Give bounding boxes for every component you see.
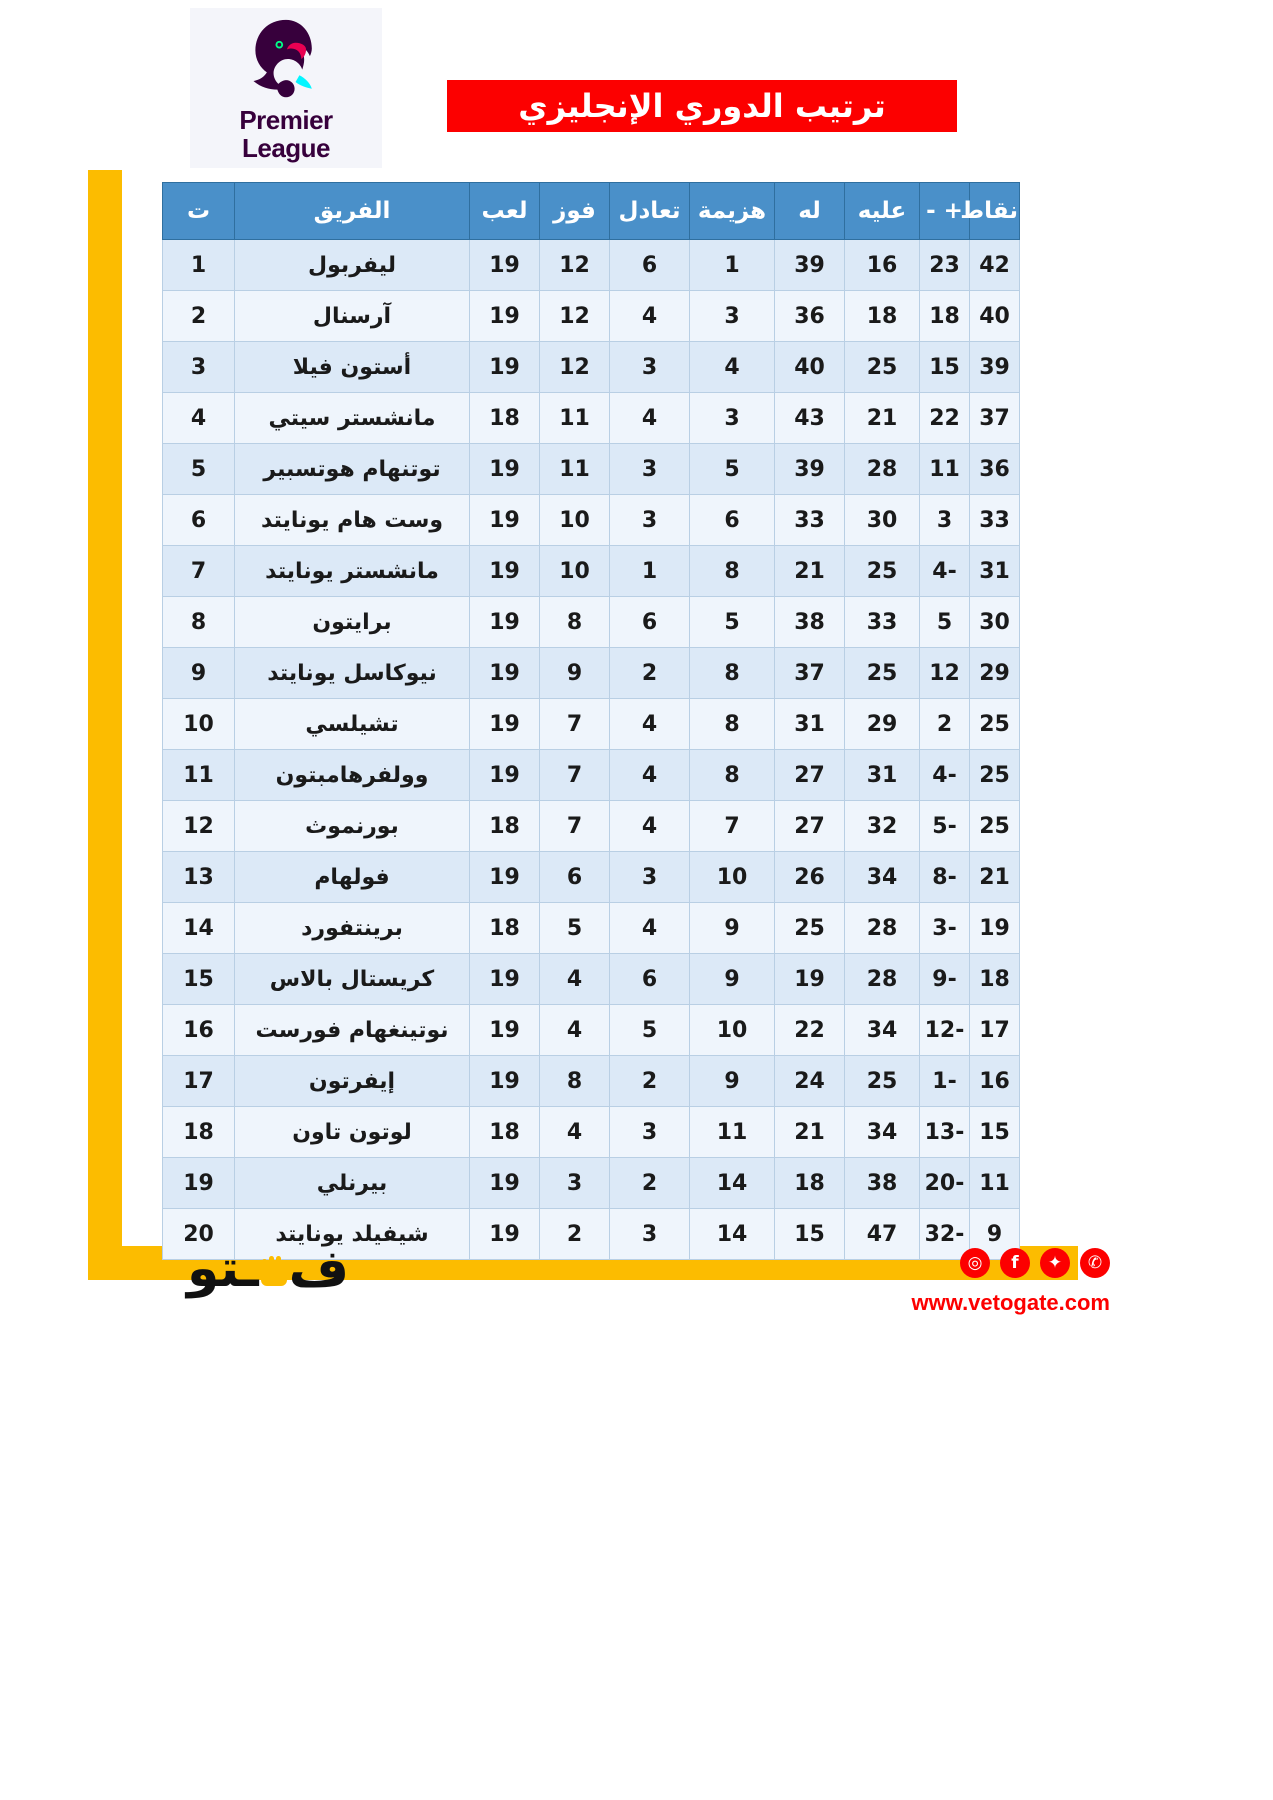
- logo-word-line1: Premier: [239, 105, 333, 135]
- table-row: [163, 546, 1020, 597]
- cell-points: 16: [970, 1056, 1020, 1107]
- cell-draws: 2: [610, 1056, 690, 1107]
- cell-goals-for: 33: [775, 495, 845, 546]
- table-row: [163, 903, 1020, 954]
- cell-points: 42: [970, 240, 1020, 291]
- cell-team: توتنهام هوتسبير: [235, 444, 470, 495]
- cell-team: نوتينغهام فورست: [235, 1005, 470, 1056]
- cell-wins: 7: [540, 750, 610, 801]
- cell-wins: 8: [540, 1056, 610, 1107]
- cell-played: 19: [470, 699, 540, 750]
- cell-wins: 2: [540, 1209, 610, 1260]
- cell-goals-against: 28: [845, 903, 920, 954]
- table-row: [163, 495, 1020, 546]
- cell-goals-for: 15: [775, 1209, 845, 1260]
- cell-goals-for: 39: [775, 240, 845, 291]
- whatsapp-icon[interactable]: ✆: [1080, 1248, 1110, 1278]
- veto-brand-logo: [168, 1238, 368, 1300]
- cell-rank: 13: [163, 852, 235, 903]
- cell-goals-for: 31: [775, 699, 845, 750]
- facebook-icon[interactable]: f: [1000, 1248, 1030, 1278]
- cell-points: 19: [970, 903, 1020, 954]
- cell-played: 19: [470, 1209, 540, 1260]
- cell-draws: 6: [610, 954, 690, 1005]
- column-header-losses: هزيمة: [690, 183, 775, 240]
- cell-team: برينتفورد: [235, 903, 470, 954]
- cell-rank: 19: [163, 1158, 235, 1209]
- cell-played: 18: [470, 393, 540, 444]
- cell-goals-against: 31: [845, 750, 920, 801]
- premier-league-logo: [190, 8, 382, 168]
- cell-wins: 5: [540, 903, 610, 954]
- cell-goals-against: 34: [845, 1107, 920, 1158]
- cell-rank: 3: [163, 342, 235, 393]
- table-row: [163, 648, 1020, 699]
- table-row: [163, 801, 1020, 852]
- cell-played: 19: [470, 1005, 540, 1056]
- website-url[interactable]: www.vetogate.com: [911, 1290, 1110, 1315]
- column-header-wins: فوز: [540, 183, 610, 240]
- cell-losses: 8: [690, 546, 775, 597]
- cell-team: أستون فيلا: [235, 342, 470, 393]
- cell-team: تشيلسي: [235, 699, 470, 750]
- cell-goals-against: 32: [845, 801, 920, 852]
- cell-rank: 10: [163, 699, 235, 750]
- cell-goals-against: 30: [845, 495, 920, 546]
- logo-word-line2: League: [241, 133, 331, 163]
- cell-rank: 15: [163, 954, 235, 1005]
- cell-points: 25: [970, 801, 1020, 852]
- cell-wins: 8: [540, 597, 610, 648]
- cell-wins: 10: [540, 546, 610, 597]
- cell-draws: 3: [610, 852, 690, 903]
- standings-table-container: [163, 182, 1020, 1260]
- cell-goals-against: 25: [845, 648, 920, 699]
- cell-goal-diff: 12: [920, 648, 970, 699]
- column-header-rank: ت: [163, 183, 235, 240]
- cell-rank: 7: [163, 546, 235, 597]
- social-links[interactable]: [960, 1248, 1110, 1278]
- cell-team: كريستال بالاس: [235, 954, 470, 1005]
- cell-played: 19: [470, 342, 540, 393]
- cell-goals-against: 28: [845, 954, 920, 1005]
- cell-goal-diff: 11: [920, 444, 970, 495]
- cell-wins: 11: [540, 444, 610, 495]
- cell-team: إيفرتون: [235, 1056, 470, 1107]
- table-row: [163, 954, 1020, 1005]
- veto-brand-text-right: ف: [288, 1239, 350, 1299]
- cell-goals-against: 34: [845, 1005, 920, 1056]
- table-row: [163, 342, 1020, 393]
- cell-losses: 14: [690, 1209, 775, 1260]
- cell-team: مانشستر يونايتد: [235, 546, 470, 597]
- cell-goal-diff: -13: [920, 1107, 970, 1158]
- cell-played: 19: [470, 1158, 540, 1209]
- cell-goals-against: 25: [845, 546, 920, 597]
- cell-wins: 3: [540, 1158, 610, 1209]
- cell-team: بورنموث: [235, 801, 470, 852]
- cell-losses: 10: [690, 852, 775, 903]
- cell-wins: 4: [540, 954, 610, 1005]
- cell-goals-for: 38: [775, 597, 845, 648]
- cell-played: 18: [470, 801, 540, 852]
- table-row: [163, 597, 1020, 648]
- cell-draws: 4: [610, 699, 690, 750]
- cell-goals-for: 25: [775, 903, 845, 954]
- cell-draws: 3: [610, 1107, 690, 1158]
- cell-played: 19: [470, 546, 540, 597]
- table-row: [163, 1107, 1020, 1158]
- cell-goal-diff: -4: [920, 546, 970, 597]
- cell-team: وولفرهامبتون: [235, 750, 470, 801]
- cell-goals-for: 21: [775, 1107, 845, 1158]
- cell-team: بيرنلي: [235, 1158, 470, 1209]
- column-header-goals-against: عليه: [845, 183, 920, 240]
- cell-goals-for: 40: [775, 342, 845, 393]
- cell-goals-for: 26: [775, 852, 845, 903]
- cell-points: 37: [970, 393, 1020, 444]
- cell-played: 19: [470, 954, 540, 1005]
- cell-goals-for: 24: [775, 1056, 845, 1107]
- cell-played: 19: [470, 444, 540, 495]
- cell-rank: 8: [163, 597, 235, 648]
- cell-team: آرسنال: [235, 291, 470, 342]
- column-header-played: لعب: [470, 183, 540, 240]
- table-row: [163, 444, 1020, 495]
- cell-losses: 8: [690, 648, 775, 699]
- cell-goals-for: 22: [775, 1005, 845, 1056]
- cell-wins: 12: [540, 291, 610, 342]
- cell-losses: 5: [690, 444, 775, 495]
- cell-played: 19: [470, 240, 540, 291]
- cell-losses: 14: [690, 1158, 775, 1209]
- cell-goal-diff: 15: [920, 342, 970, 393]
- cell-points: 36: [970, 444, 1020, 495]
- cell-goal-diff: 18: [920, 291, 970, 342]
- cell-losses: 1: [690, 240, 775, 291]
- cell-draws: 3: [610, 1209, 690, 1260]
- cell-goals-against: 29: [845, 699, 920, 750]
- cell-losses: 4: [690, 342, 775, 393]
- cell-losses: 7: [690, 801, 775, 852]
- cell-draws: 4: [610, 750, 690, 801]
- cell-team: برايتون: [235, 597, 470, 648]
- cell-losses: 8: [690, 750, 775, 801]
- page-title: ترتيب الدوري الإنجليزي: [518, 87, 886, 125]
- cell-team: لوتون تاون: [235, 1107, 470, 1158]
- cell-goal-diff: -12: [920, 1005, 970, 1056]
- cell-draws: 6: [610, 240, 690, 291]
- cell-goal-diff: -9: [920, 954, 970, 1005]
- hand-icon: [261, 1252, 287, 1286]
- table-row: [163, 750, 1020, 801]
- premier-league-lion-icon: [238, 16, 334, 104]
- cell-goals-for: 39: [775, 444, 845, 495]
- cell-draws: 2: [610, 1158, 690, 1209]
- cell-points: 25: [970, 699, 1020, 750]
- cell-goals-for: 19: [775, 954, 845, 1005]
- cell-played: 19: [470, 648, 540, 699]
- cell-played: 19: [470, 750, 540, 801]
- table-row: [163, 699, 1020, 750]
- cell-rank: 1: [163, 240, 235, 291]
- cell-rank: 6: [163, 495, 235, 546]
- cell-team: نيوكاسل يونايتد: [235, 648, 470, 699]
- cell-goal-diff: -8: [920, 852, 970, 903]
- cell-losses: 5: [690, 597, 775, 648]
- cell-points: 21: [970, 852, 1020, 903]
- cell-rank: 18: [163, 1107, 235, 1158]
- cell-goals-against: 25: [845, 1056, 920, 1107]
- cell-goal-diff: -32: [920, 1209, 970, 1260]
- table-row: [163, 291, 1020, 342]
- cell-draws: 4: [610, 393, 690, 444]
- cell-losses: 10: [690, 1005, 775, 1056]
- cell-goal-diff: -4: [920, 750, 970, 801]
- cell-goals-against: 18: [845, 291, 920, 342]
- cell-goals-against: 21: [845, 393, 920, 444]
- cell-goals-against: 34: [845, 852, 920, 903]
- cell-points: 33: [970, 495, 1020, 546]
- cell-rank: 5: [163, 444, 235, 495]
- cell-rank: 14: [163, 903, 235, 954]
- cell-team: شيفيلد يونايتد: [235, 1209, 470, 1260]
- column-header-goal-diff: + -: [920, 183, 970, 240]
- cell-wins: 10: [540, 495, 610, 546]
- cell-losses: 9: [690, 903, 775, 954]
- cell-team: وست هام يونايتد: [235, 495, 470, 546]
- decorative-vertical-bar: [88, 170, 122, 1280]
- cell-rank: 20: [163, 1209, 235, 1260]
- cell-points: 31: [970, 546, 1020, 597]
- cell-goals-against: 28: [845, 444, 920, 495]
- table-row: [163, 1158, 1020, 1209]
- cell-rank: 9: [163, 648, 235, 699]
- cell-points: 15: [970, 1107, 1020, 1158]
- page-title-banner: [447, 80, 957, 132]
- table-header-row: [163, 183, 1020, 240]
- cell-goals-against: 38: [845, 1158, 920, 1209]
- column-header-draws: تعادل: [610, 183, 690, 240]
- cell-played: 19: [470, 495, 540, 546]
- cell-draws: 2: [610, 648, 690, 699]
- cell-draws: 3: [610, 342, 690, 393]
- cell-goal-diff: 23: [920, 240, 970, 291]
- cell-points: 29: [970, 648, 1020, 699]
- cell-points: 18: [970, 954, 1020, 1005]
- cell-played: 19: [470, 1056, 540, 1107]
- cell-draws: 1: [610, 546, 690, 597]
- cell-wins: 9: [540, 648, 610, 699]
- twitter-icon[interactable]: ✦: [1040, 1248, 1070, 1278]
- cell-draws: 4: [610, 291, 690, 342]
- cell-wins: 6: [540, 852, 610, 903]
- cell-goal-diff: 5: [920, 597, 970, 648]
- cell-wins: 12: [540, 240, 610, 291]
- cell-goals-against: 25: [845, 342, 920, 393]
- cell-team: مانشستر سيتي: [235, 393, 470, 444]
- cell-goal-diff: -5: [920, 801, 970, 852]
- cell-goals-for: 36: [775, 291, 845, 342]
- cell-goals-for: 21: [775, 546, 845, 597]
- cell-losses: 8: [690, 699, 775, 750]
- cell-rank: 17: [163, 1056, 235, 1107]
- cell-goals-for: 18: [775, 1158, 845, 1209]
- cell-rank: 11: [163, 750, 235, 801]
- cell-draws: 5: [610, 1005, 690, 1056]
- cell-played: 19: [470, 852, 540, 903]
- table-row: [163, 240, 1020, 291]
- cell-losses: 9: [690, 1056, 775, 1107]
- cell-goals-for: 27: [775, 801, 845, 852]
- cell-goal-diff: -3: [920, 903, 970, 954]
- cell-draws: 6: [610, 597, 690, 648]
- cell-losses: 6: [690, 495, 775, 546]
- cell-goal-diff: 2: [920, 699, 970, 750]
- cell-rank: 4: [163, 393, 235, 444]
- cell-goals-against: 47: [845, 1209, 920, 1260]
- cell-rank: 2: [163, 291, 235, 342]
- cell-losses: 11: [690, 1107, 775, 1158]
- cell-points: 25: [970, 750, 1020, 801]
- cell-goal-diff: 3: [920, 495, 970, 546]
- cell-goal-diff: -20: [920, 1158, 970, 1209]
- cell-goal-diff: 22: [920, 393, 970, 444]
- cell-team: ليفربول: [235, 240, 470, 291]
- table-row: [163, 393, 1020, 444]
- column-header-goals-for: له: [775, 183, 845, 240]
- cell-draws: 4: [610, 801, 690, 852]
- standings-table: [162, 182, 1020, 1260]
- table-row: [163, 1005, 1020, 1056]
- cell-draws: 3: [610, 495, 690, 546]
- cell-points: 40: [970, 291, 1020, 342]
- premier-league-wordmark: [239, 106, 332, 162]
- cell-wins: 4: [540, 1107, 610, 1158]
- cell-team: فولهام: [235, 852, 470, 903]
- cell-points: 9: [970, 1209, 1020, 1260]
- cell-losses: 9: [690, 954, 775, 1005]
- cell-rank: 12: [163, 801, 235, 852]
- cell-played: 19: [470, 291, 540, 342]
- cell-points: 11: [970, 1158, 1020, 1209]
- column-header-team: الفريق: [235, 183, 470, 240]
- cell-goal-diff: -1: [920, 1056, 970, 1107]
- cell-wins: 7: [540, 699, 610, 750]
- column-header-points: نقاط: [970, 183, 1020, 240]
- cell-goals-against: 16: [845, 240, 920, 291]
- cell-losses: 3: [690, 393, 775, 444]
- cell-wins: 7: [540, 801, 610, 852]
- cell-played: 18: [470, 1107, 540, 1158]
- cell-goals-for: 37: [775, 648, 845, 699]
- cell-goals-against: 33: [845, 597, 920, 648]
- table-row: [163, 1056, 1020, 1107]
- cell-points: 39: [970, 342, 1020, 393]
- cell-points: 30: [970, 597, 1020, 648]
- cell-draws: 4: [610, 903, 690, 954]
- cell-wins: 11: [540, 393, 610, 444]
- cell-draws: 3: [610, 444, 690, 495]
- page-header: [0, 0, 1273, 175]
- cell-wins: 12: [540, 342, 610, 393]
- cell-losses: 3: [690, 291, 775, 342]
- instagram-icon[interactable]: ◎: [960, 1248, 990, 1278]
- cell-goals-for: 43: [775, 393, 845, 444]
- cell-played: 19: [470, 597, 540, 648]
- cell-goals-for: 27: [775, 750, 845, 801]
- veto-brand-text-left: ـتو: [187, 1239, 259, 1299]
- cell-played: 18: [470, 903, 540, 954]
- cell-rank: 16: [163, 1005, 235, 1056]
- cell-wins: 4: [540, 1005, 610, 1056]
- cell-points: 17: [970, 1005, 1020, 1056]
- table-row: [163, 852, 1020, 903]
